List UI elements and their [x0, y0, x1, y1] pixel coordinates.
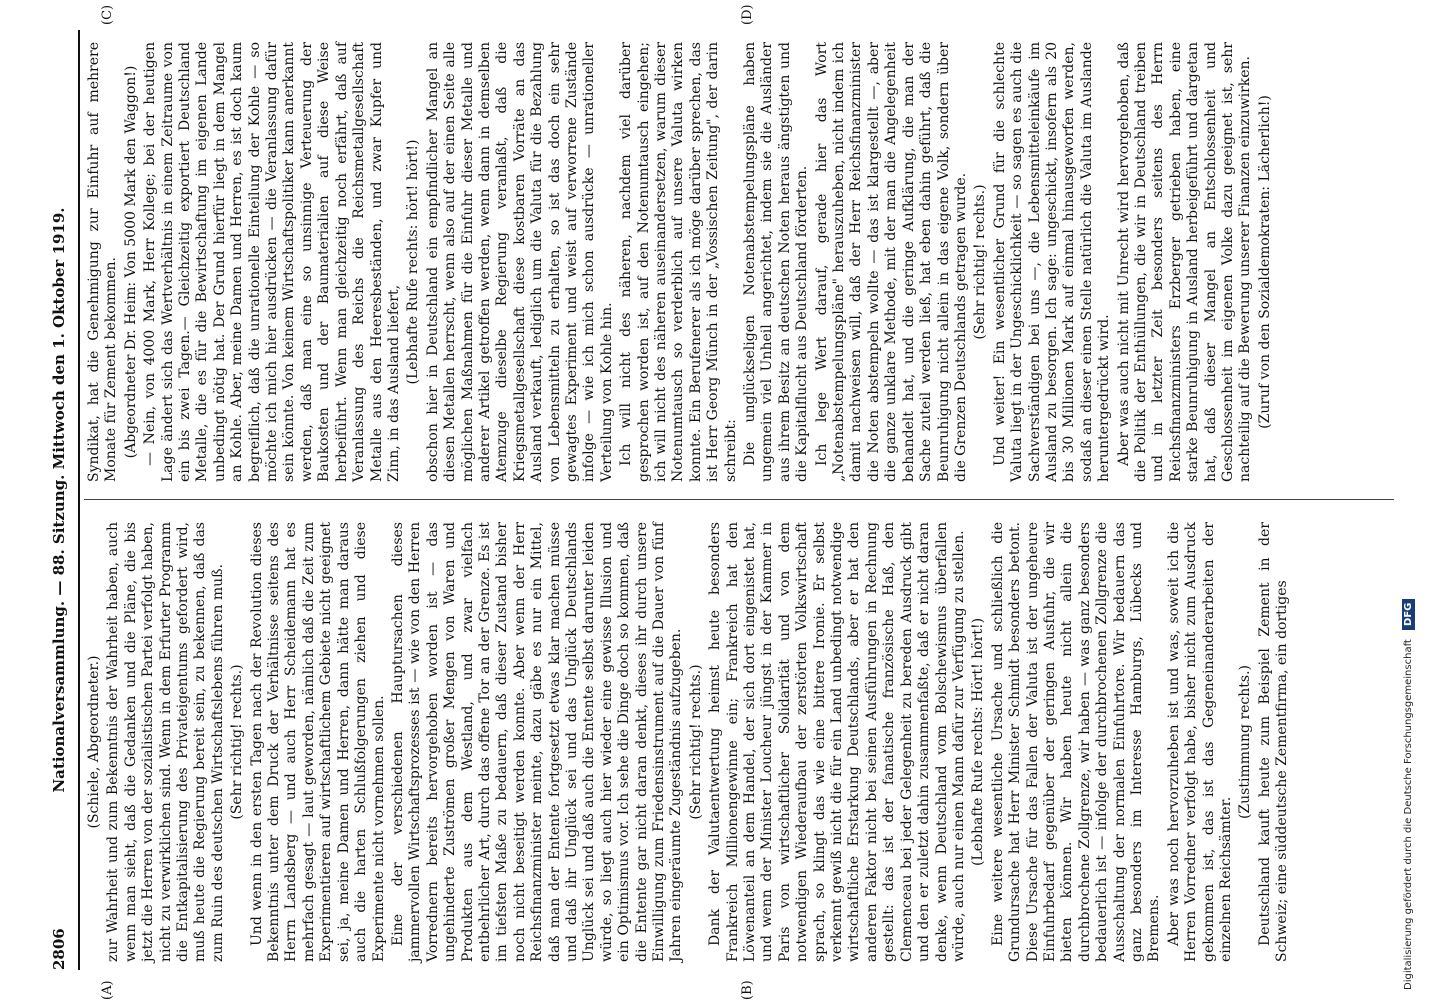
paragraph: Eine weitere wesentliche Ursache und schließlich die Grundursache hat Herr Minister Schmidt besonders betont. Diese Ursache für das Fallen der Valuta ist der ungeheure Einfuhrbedarf gegenüber der geringen Ausfuhr, die wir bieten können. Wir haben heute nicht allein die durchbrochene Zollgrenze, wir haben — was ganz besonders bedauerlich ist — infolge der durchbrochenen Zollgrenze die Ausschaltung der normalen Einfuhrtore. Wir bedauern das ganz besonders im Interesse Hamburgs, Lübecks und Bremens.: [989, 522, 1163, 962]
paragraph: Deutschland kauft heute zum Beispiel Zement in der Schweiz; eine süddeutsche Zementfirma, ein dortiges: [1256, 522, 1291, 962]
credit-text: Digitalisierung gefördert durch die Deutsche Forschungsgemeinschaft: [1403, 639, 1414, 990]
paragraph: Aber was auch nicht mit Unrecht wird hervorgehoben, daß die Politik der Enthüllungen, die wir in Deutschland treiben und in letzter Zeit besonders seitens des Herrn Reichsfinanzministers Erzberger getrieben haben, eine starke Beunruhigung in Ausland herbeigeführt und dargetan hat, daß dieser Mangel an Entschlossenheit und Geschlossenheit im eigenen Volke dazu geeignet ist, sehr nachteilig auf die Bewerung unserer Finanzen einzuwirken.: [1115, 42, 1254, 482]
margin-label-c: (C): [100, 4, 115, 25]
interjection: (Zuruf von den Sozialdemokraten: Lächerlich!): [1256, 95, 1273, 429]
paragraph: Und weiter! Ein wesentlicher Grund für die schlechte Valuta liegt in der Ungeschicklichkeit — so sagen es auch die Sachverständigen bei uns —, die Lebensmitteleinkäufe im Ausland zu besorgen. Ich sage: ungeschickt, insofern als 20 bis 30 Millionen Mark auf einmal hinausgeworfen werden, sodaß an dieser einen Stelle natürlich die Valuta im Auslande heruntergedrückt wird.: [991, 42, 1113, 482]
header-rule: [78, 30, 80, 970]
interjection: (Lebhafte Rufe rechts: hört! hört!): [405, 139, 422, 385]
speaker-line: (Schiele, Abgeordneter.): [86, 655, 102, 829]
interjection: (Lebhafte Rufe rechts: Hört! hört!): [970, 617, 987, 867]
paragraph: Und wenn in den ersten Tagen nach der Revolution dieses Bekenntnis unter dem Druck der Verhältnisse seitens des Herrn Landsberg — und auch Herr Scheidemann hat es mehrfach gesagt — laut geworden, nämlich daß die Zeit zum Experimentieren auf wirtschaftlichem Gebiete nicht geeignet sei, ja, meine Damen und Herren, dann hätte man daraus auch die harten Schlußfolgerungen ziehen und diese Experimente nicht vornehmen sollen.: [248, 522, 387, 962]
paragraph: Dank der Valutaentwertung heimst heute besonders Frankreich Millionengewinne ein; Frankreich hat den Löwenanteil an dem Handel, der sich dort eingenistet hat, und wenn der Minister Loucheur jüngst in der Kammer in Paris von wirtschaftlicher Solidarität und von dem notwendigen Wiederaufbau der zerstörten Volkswirtschaft sprach, so klingt das wie eine bittere Ironie. Er selbst verkennt gewiß nicht die für ein Land unbedingt notwendige wirtschaftliche Erstarkung Deutschlands, aber er hat den anderen Faktor nicht bei seinen Ausführungen in Rechnung gestellt: das ist der fanatische französische Haß, den Clemenceau bei jeder Gelegenheit zu bereden Ausdruck gibt und den er zuletzt dahin zusammenfaßte, daß er nicht daran denke, wenn Deutschland vom Bolschewismus überfallen würde, auch nur einen Mann dafür zur Verfügung zu stellen.: [707, 522, 967, 962]
paragraph: — Nein, von 4000 Mark, Herr Kollege; bei der heutigen Lage ändert sich das Wertverhältnis in einem Zeitraume von ein bis zwei Tagen.— Gleichzeitig exportiert Deutschland Metalle, die es für die Bewirtschaftung im eigenen Lande unbedingt nötig hat. Der Grund hierfür liegt in dem Mangel an Kohle. Aber, meine Damen und Herren, es ist doch kaum begreiflich, daß die unrationelle Einteilung der Kohle — so möchte ich mich hier ausdrücken — die Veranlassung dafür sein könnte. Von keinem Wirtschaftspolitiker kann anerkannt werden, daß man eine so unsinnige Verteuerung der Baukosten und der Baumaterialien auf diese Weise herbeiführt. Wenn man gleichzeitig noch erfährt, daß auf Veranlassung des Reichs die Reichsmetallgesellschaft Metalle aus den Heeresbeständen, und zwar Kupfer und Zinn, in das Ausland liefert,: [142, 42, 402, 482]
paragraph: Ich will nicht des näheren, nachdem viel darüber gesprochen worden ist, auf den Notenumtausch eingehen; ich will nicht des näheren auseinandersetzen, warum dieser Notenumtausch so verderblich auf unsere Valuta wirken konnte. Ein Berufenerer als ich möge darüber sprechen, das ist Herr Georg Münch in der „Vossischen Zeitung", der darin schreibt:: [618, 42, 739, 482]
margin-label-b: (B): [740, 980, 755, 1000]
page-header: [40, 30, 78, 970]
paragraph: Syndikat, hat die Genehmigung zur Einfuhr auf mehrere Monate für Zement bekommen.: [86, 42, 120, 482]
interjection: (Zustimmung rechts.): [1237, 664, 1254, 820]
paragraph: Ich lege Wert darauf, gerade hier das Wort „Notenabstempelungspläne" herauszuheben, nicht indem ich damit nachweisen will, daß der Herr Reichsfinanzminister die Noten abstempeln wollte — das ist klargestellt —, aber die ganze unklare Methode, mit der man die Angelegenheit behandelt hat, und die geringe Aufklärung, die man der Sache zuteil werden ließ, hat eben dahin geführt, daß die Beunruhigung nicht allein in das eigene Volk, sondern über die Grenzen Deutschlands getragen wurde.: [813, 42, 969, 482]
right-column: [86, 42, 1276, 482]
interjection: (Abgeordneter Dr. Heim: Von 5000 Mark den Waggon!): [122, 65, 139, 459]
page-number: 2806: [50, 928, 68, 970]
interjection: (Sehr richtig! rechts.): [972, 184, 989, 340]
interjection: (Sehr richtig! rechts.): [687, 664, 704, 820]
quote: Die unglückseligen Notenabstempelungspläne haben ungemein viel Unheil angerichtet, indem sie die Ausländer aus ihrem Besitz an deutschen Noten heraus ängstigten und die Kapitalflucht aus Deutschland förderten.: [742, 42, 811, 482]
paragraph: Eine der verschiedenen Hauptursachen dieses jammervollen Wirtschaftsprozesses ist — wie von den Herren Vorrednern bereits hervorgehoben worden ist — das ungehinderte Zuströmen großer Mengen von Waren und Produkten aus dem Westland, und zwar vielfach entbehrlicher Art, durch das offene Tor an der Grenze. Es ist im tiefsten Maße zu bedauern, daß dieser Zustand bisher noch nicht beseitigt werden konnte. Aber wenn der Herr Reichsfinanzminister meinte, dazu gäbe es nur ein Mittel, daß man der Entente fortgesetzt etwas klar machen müsse und daß ihr Unglück sei und das Unglück Deutschlands Unglück sei und daß auch die Entente selbst darunter leiden würde, so liegt auch hier wieder eine gewisse Illusion und ein Optimismus vor. Ich sehe die Dinge doch so kommen, daß die Entente gar nicht daran denkt, dieses ihr durch unsere Einwilligung zum Friedensinstrument auf die Dauer von fünf Jahren eingeräumte Zugeständnis aufzugeben.: [389, 522, 685, 962]
document-page: [40, 4, 1400, 1000]
column-divider: [84, 499, 1394, 500]
paragraph: obschon hier in Deutschland ein empfindlicher Mangel an diesen Metallen herrscht, wenn also auf der einen Seite alle möglichen Maßnahmen für die Einfuhr dieser Metalle und anderer Artikel getroffen werden, wenn dann in demselben Atemzuge dieselbe Regierung veranlaßt, daß die Kriegsmetallgesellschaft diese kostbaren Vorräte an das Ausland verkauft, lediglich um die Valuta für die Bezahlung von Lebensmitteln zu erhalten, so ist das doch ein sehr gewagtes Experiment und weist auf verworrene Zustände infolge — wie ich mich schon ausdrücke — unrationeller Verteilung von Kohle hin.: [424, 42, 615, 482]
digitization-credit: [1402, 30, 1432, 990]
margin-label-a: (A): [100, 980, 115, 1000]
page-title: Nationalversammlung. — 88. Sitzung. Mittwoch den 1. Oktober 1919.: [50, 207, 68, 793]
left-column: [86, 522, 1294, 962]
paragraph: Aber was noch hervorzuheben ist und was, soweit ich die Herren Vorredner verfolgt habe, bisher nicht zum Ausdruck gekommen ist, das ist das Gegeneinanderarbeiten der einzelnen Reichsämter.: [1165, 522, 1234, 962]
dfg-logo: DFG: [1402, 599, 1415, 630]
interjection: (Sehr richtig! rechts.): [229, 664, 246, 820]
paragraph: zur Wahrheit und zum Bekenntnis der Wahrheit haben, auch wenn man sieht, daß die Gedanken und die Pläne, die bis jetzt die Herren von der sozialistischen Partei verfolgt haben, nicht zu verwirklichen sind. Wenn in dem Erfurter Programm die Entkapitalisierung des Privateigentums gefordert wird, muß heute die Regierung bereit sein, zu bekennen, daß das zum Ruin des deutschen Wirtschaftslebens führen muß.: [105, 522, 226, 962]
margin-label-d: (D): [740, 4, 755, 25]
